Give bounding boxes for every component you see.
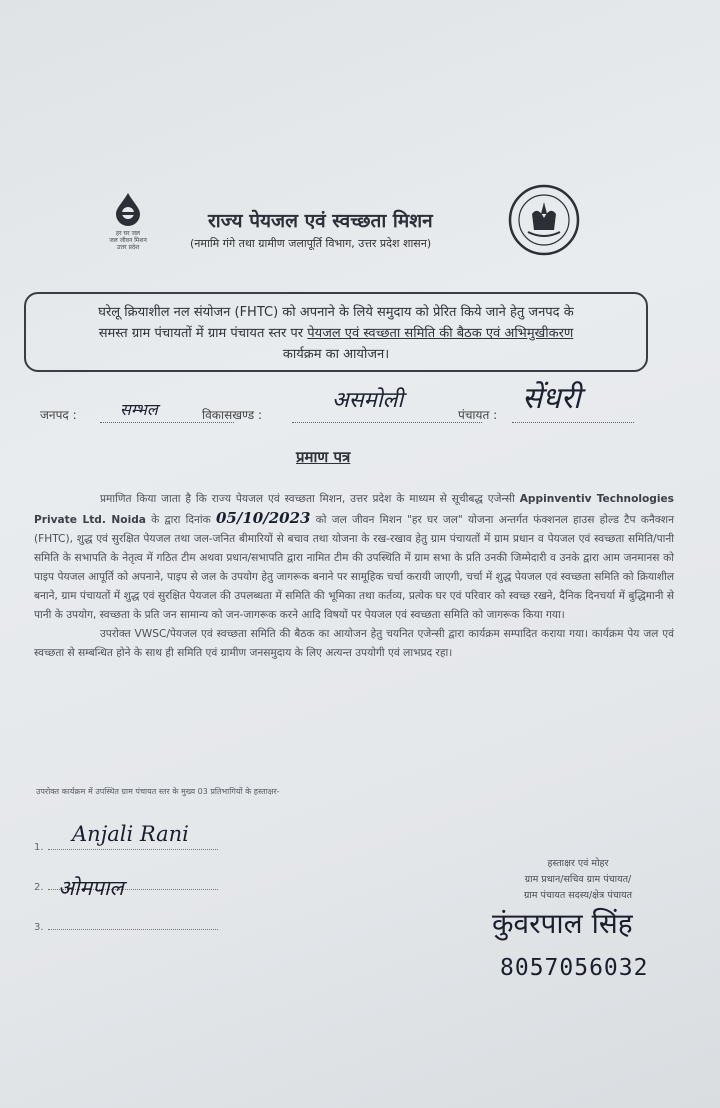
body-p1-rest: को जल जीवन मिशन "हर घर जल" योजना अन्तर्गत फंक्शनल हाउस होल्ड टैप कनैक्शन (FHTC), शुद्ध एवं सुरक्षित पेयजल तथा जल-जनित बीमारियों से बचाव तथा योजना के रख-रखाव हेतु ग्राम पंचायतों में ग्राम प्रधान व पेयजल एवं स्वच्छता समिति/पानी समिति के सभापति के नेतृत्व में गठित टीम अथवा प्रधान/सभापति द्वारा नामित टीम की उपस्थिति में ग्राम सभा के प्रति उनकी जिम्मेदारी व उनके द्वारा आम जनमानस को पाइप पेयजल आपूर्ति को अपनाने, पाइप से जल के उपयोग हेतु जागरूक बनाने पर सामूहिक चर्चा करायी जाएगी, चर्चा में शुद्ध पेयजल एवं स्वच्छता समिति को क्रियाशील बनाने, ग्राम पंचायतों में शुद्ध एवं सुरक्षित पेयजल की उपलब्धता में समिति की भूमिका तथा कर्तव्य, प्रत्येक घर एवं परिवार को स्वच्छ रखने, दैनिक दिनचर्या में बुद्धिमानी से पानी के उपयोग, स्वच्छता के प्रति जन सामान्य को जन-जागरूक करने आदि विषयों पर पेयजल एवं स्वच्छता समिति को जागरूक किया गया। (34, 514, 675, 621)
attestation-block (478, 856, 678, 904)
mission-title: राज्य पेयजल एवं स्वच्छता मिशन (208, 210, 433, 232)
body-paragraph-2: उपरोक्त VWSC/पेयजल एवं स्वच्छता समिति की बैठक का आयोजन हेतु चयनित एजेन्सी द्वारा कार्यक्रम सम्पादित कराया गया। कार्यक्रम पेय जल एवं स्वच्छता से सम्बन्धित होने के साथ ही समिति एवं ग्रामीण जनसमुदाय के लिए अत्यन्त उपयोगी एवं लाभप्रद रहा। (34, 628, 674, 659)
banner-line-1: घरेलू क्रियाशील नल संयोजन (FHTC) को अपनाने के लिये समुदाय को प्रेरित किये जाने हेतु जनपद के (98, 305, 574, 320)
block-value: असमोली (332, 388, 404, 413)
pradhan-signature: कुंवरपाल सिंह (492, 907, 633, 940)
mission-subtitle: (नमामि गंगे तथा ग्रामीण जलापूर्ति विभाग, उत्तर प्रदेश शासन) (190, 237, 432, 250)
certificate-body (34, 490, 674, 663)
logo-caption: हर घर जल जल जीवन मिशन उत्तर प्रदेश (109, 230, 147, 251)
certificate-title: प्रमाण पत्र (296, 448, 351, 466)
signature-number-1: 1. (34, 842, 44, 853)
programme-date: 05/10/2023 (216, 509, 311, 527)
attestation-line-1: ग्राम प्रधान/सचिव ग्राम पंचायत/ (524, 874, 632, 885)
signature-dotted-line (48, 929, 218, 930)
attestation-title: हस्ताक्षर एवं मोहर (547, 858, 609, 869)
panchayat-value: सेंधरी (522, 381, 581, 416)
signatures-intro: उपरोक्त कार्यक्रम में उपस्थित ग्राम पंचायत स्तर के मुख्य 03 प्रतिभागियों के हस्ताक्षर- (36, 787, 280, 796)
body-paragraph-1 (34, 490, 674, 625)
attestation-line-2: ग्राम पंचायत सदस्य/क्षेत्र पंचायत (523, 890, 633, 901)
body-p1-date-prefix: के द्वारा दिनांक (145, 514, 216, 526)
banner-line-3: कार्यक्रम का आयोजन। (282, 347, 390, 362)
up-state-emblem-icon (508, 184, 580, 256)
panchayat-label: पंचायत : (458, 408, 498, 422)
water-drop-icon (113, 192, 143, 226)
signature-line-3 (34, 922, 218, 933)
phone-number: 8057056032 (500, 955, 649, 981)
signature-2: ओमपाल (58, 876, 124, 900)
body-p1-start: प्रमाणित किया जाता है कि राज्य पेयजल एवं स्वच्छता मिशन, उत्तर प्रदेश के माध्यम से सूचीबद्ध एजेन्सी (100, 493, 520, 505)
district-value: सम्भल (120, 400, 158, 419)
block-label: विकासखण्ड : (202, 408, 263, 422)
signature-1: Anjali Rani (72, 822, 189, 846)
banner-line-2 (38, 323, 634, 344)
agency-name: Appinventiv Technologies Private Ltd. Noida (34, 493, 674, 526)
signature-number-2: 2. (34, 882, 44, 893)
programme-banner (24, 292, 648, 372)
jal-jeevan-mission-logo (100, 192, 156, 251)
signature-dotted-line (48, 849, 218, 850)
location-fields (40, 381, 660, 428)
district-label: जनपद : (40, 408, 77, 422)
banner-line-2-text: समस्त ग्राम पंचायतों में ग्राम पंचायत स्तर पर (98, 326, 308, 341)
banner-underlined-text: पेयजल एवं स्वच्छता समिति की बैठक एवं अभिमुखीकरण (307, 326, 574, 341)
signature-number-3: 3. (34, 922, 44, 933)
